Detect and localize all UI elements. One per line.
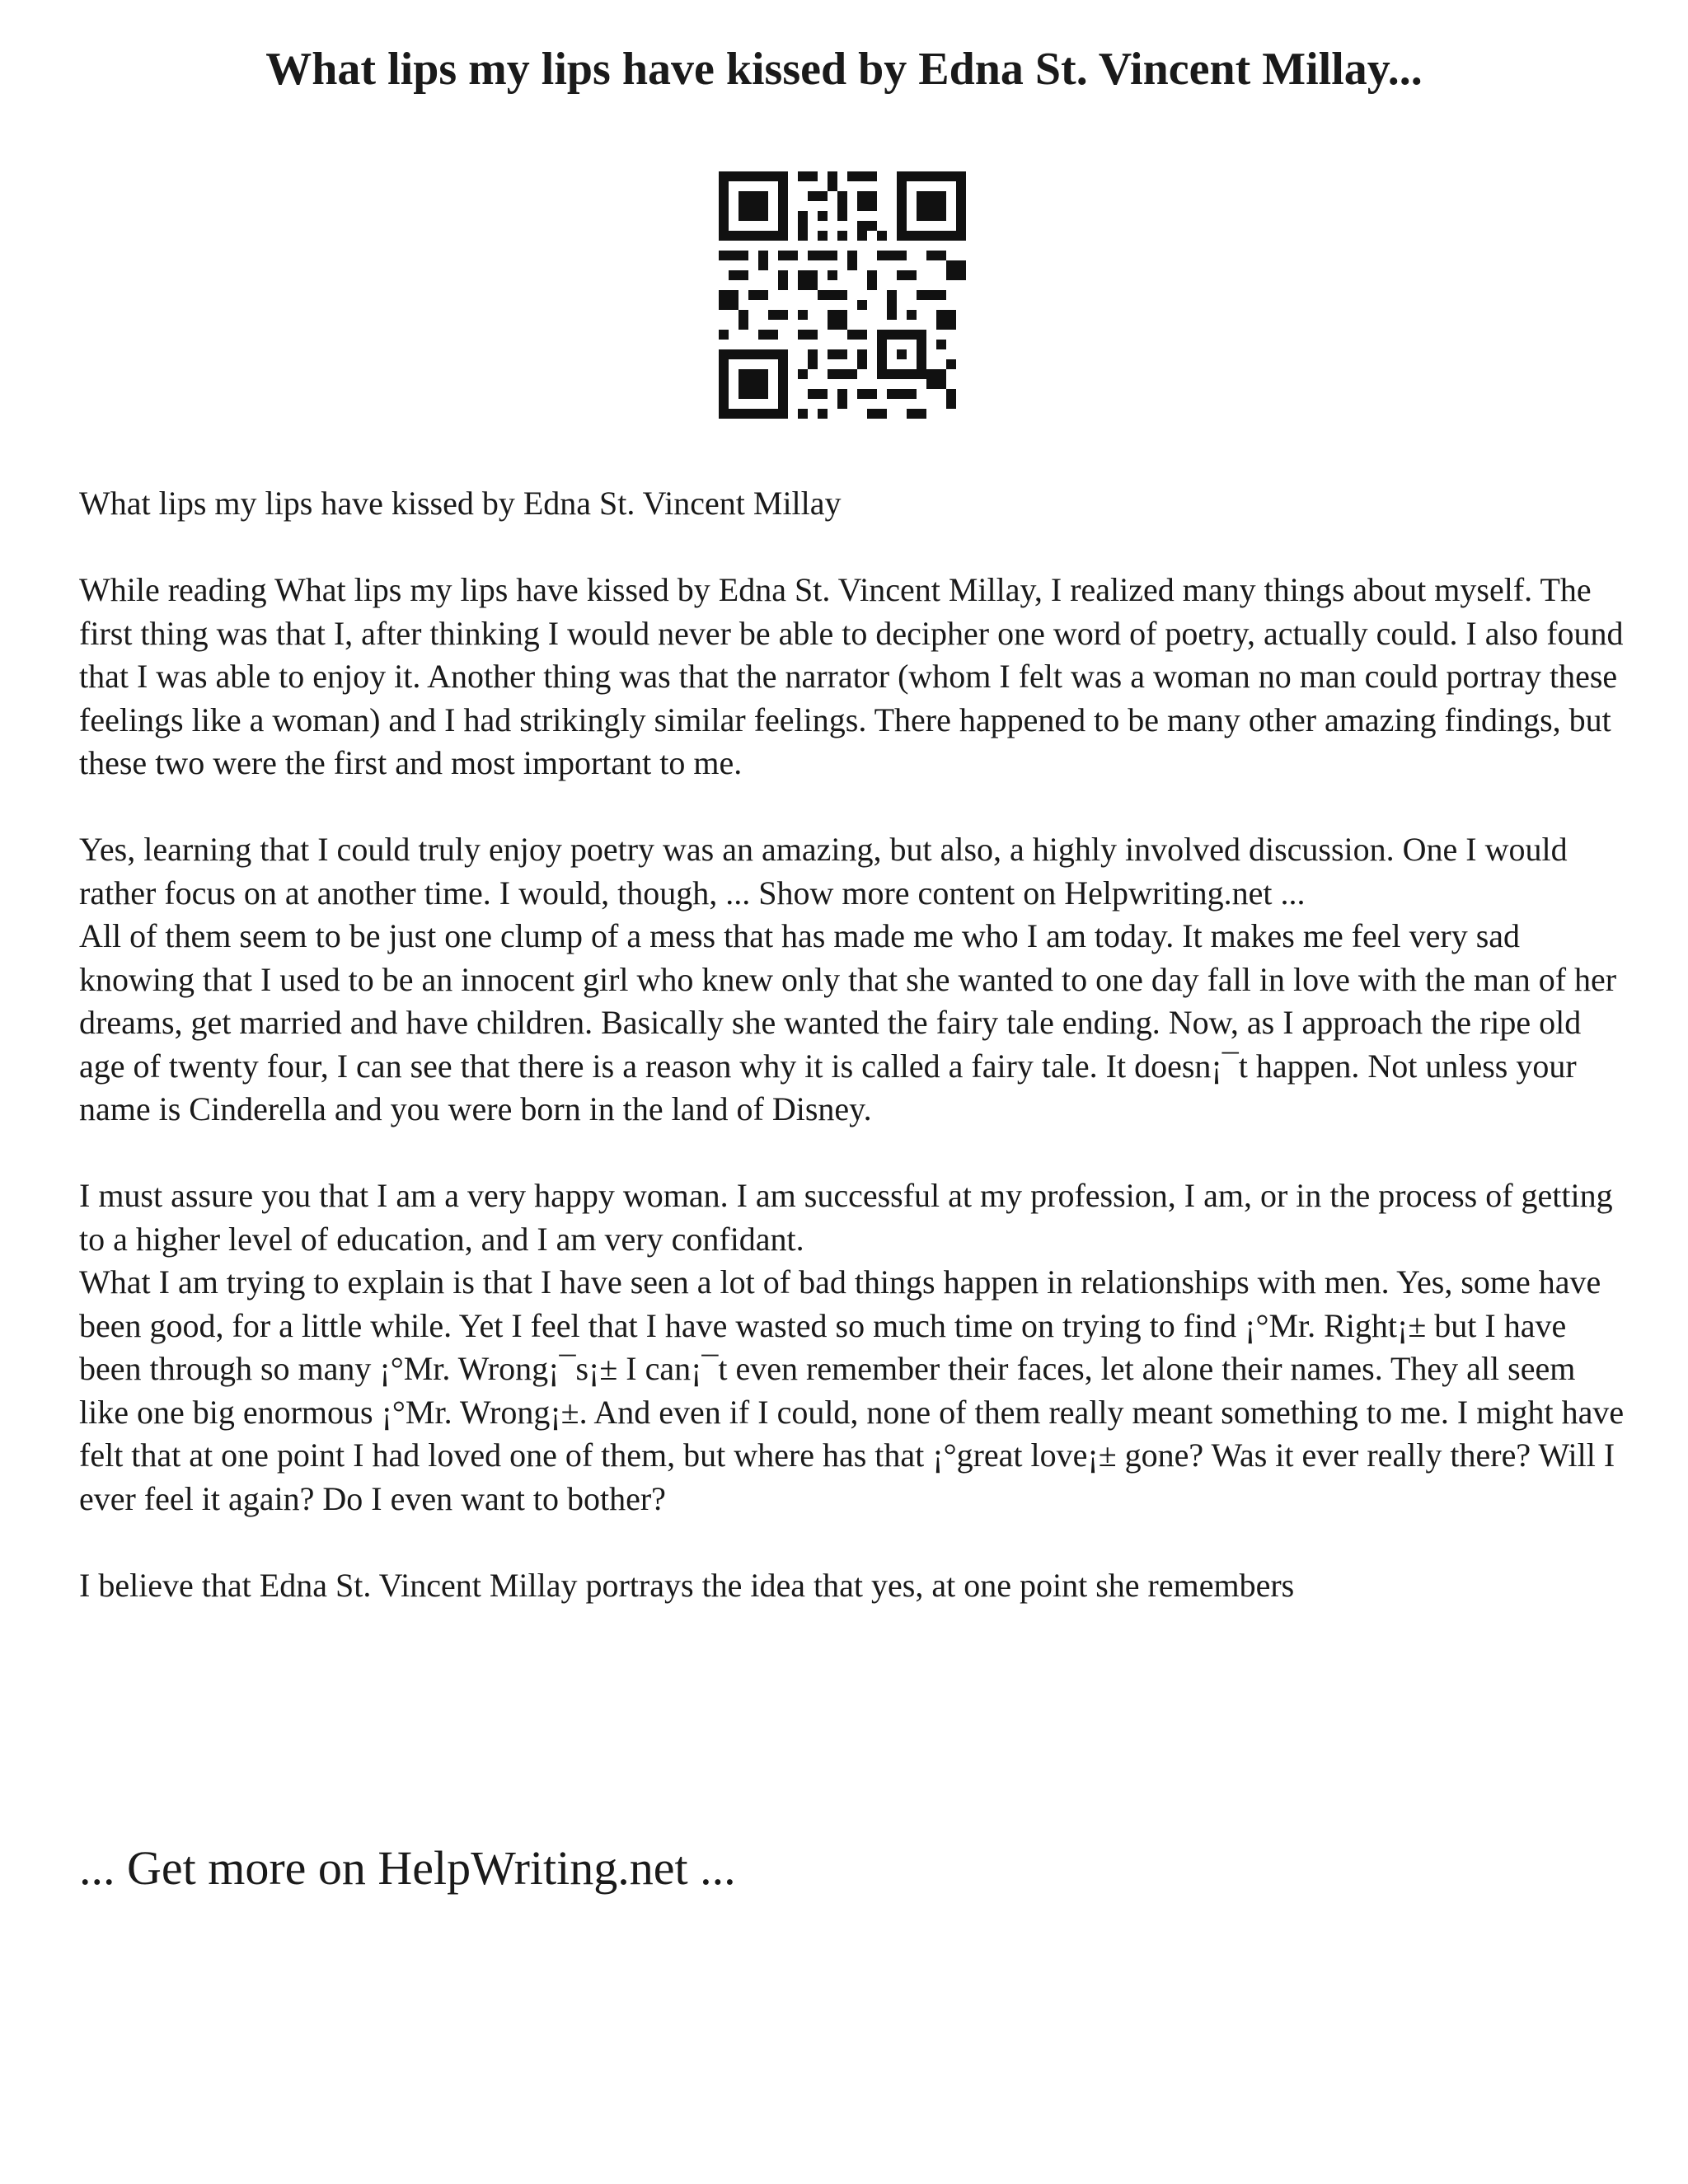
article-subtitle: What lips my lips have kissed by Edna St. Vincent Millay <box>79 485 842 522</box>
paragraph: I believe that Edna St. Vincent Millay portrays the idea that yes, at one point she remembers <box>79 1566 1295 1604</box>
qr-code-icon <box>719 171 966 419</box>
page-title: What lips my lips have kissed by Edna St. Vincent Millay... <box>265 44 1423 95</box>
paragraph: While reading What lips my lips have kissed by Edna St. Vincent Millay, I realized many things about myself. The first thing was that I, after thinking I would never be able to decipher one word of poetry, actually could. I also found that I was able to enjoy it. Another thing was that the narrator (whom I felt was a woman no man could portray these feelings like a woman) and I had strikingly similar feelings. There happened to be many other amazing findings, but these two were the first and most important to me. <box>79 571 1624 781</box>
paragraph: What I am trying to explain is that I have seen a lot of bad things happen in relationships with men. Yes, some have been good, for a little while. Yet I feel that I have wasted so much time on trying to find ¡°Mr. Right¡± but I have been through so many ¡°Mr. Wrong¡¯s¡± I can¡¯t even remember their faces, let alone their names. They all seem like one big enormous ¡°Mr. Wrong¡±. And even if I could, none of them really meant something to me. I might have felt that at one point I had loved one of them, but where has that ¡°great love¡± gone? Was it ever really there? Will I ever feel it again? Do I even want to bother? <box>79 1263 1625 1517</box>
paragraph: All of them seem to be just one clump of a mess that has made me who I am today. It makes me feel very sad knowing that I used to be an innocent girl who knew only that she wanted to one day fall in love with the man of her dreams, get married and have children. Basically she wanted the fairy tale ending. Now, as I approach the ripe old age of twenty four, I can see that there is a reason why it is called a fairy tale. It doesn¡¯t happen. Not unless your name is Cinderella and you were born in the land of Disney. <box>79 917 1617 1127</box>
get-more-link[interactable]: ... Get more on HelpWriting.net ... <box>79 1841 736 1895</box>
article-body <box>79 482 1629 1607</box>
paragraph: I must assure you that I am a very happy woman. I am successful at my profession, I am, or in the process of getting to a higher level of education, and I am very confidant. <box>79 1177 1613 1258</box>
paragraph: Yes, learning that I could truly enjoy poetry was an amazing, but also, a highly involved discussion. One I would rather focus on at another time. I would, though, ... Show more content on Helpwriting.net ... <box>79 831 1568 912</box>
